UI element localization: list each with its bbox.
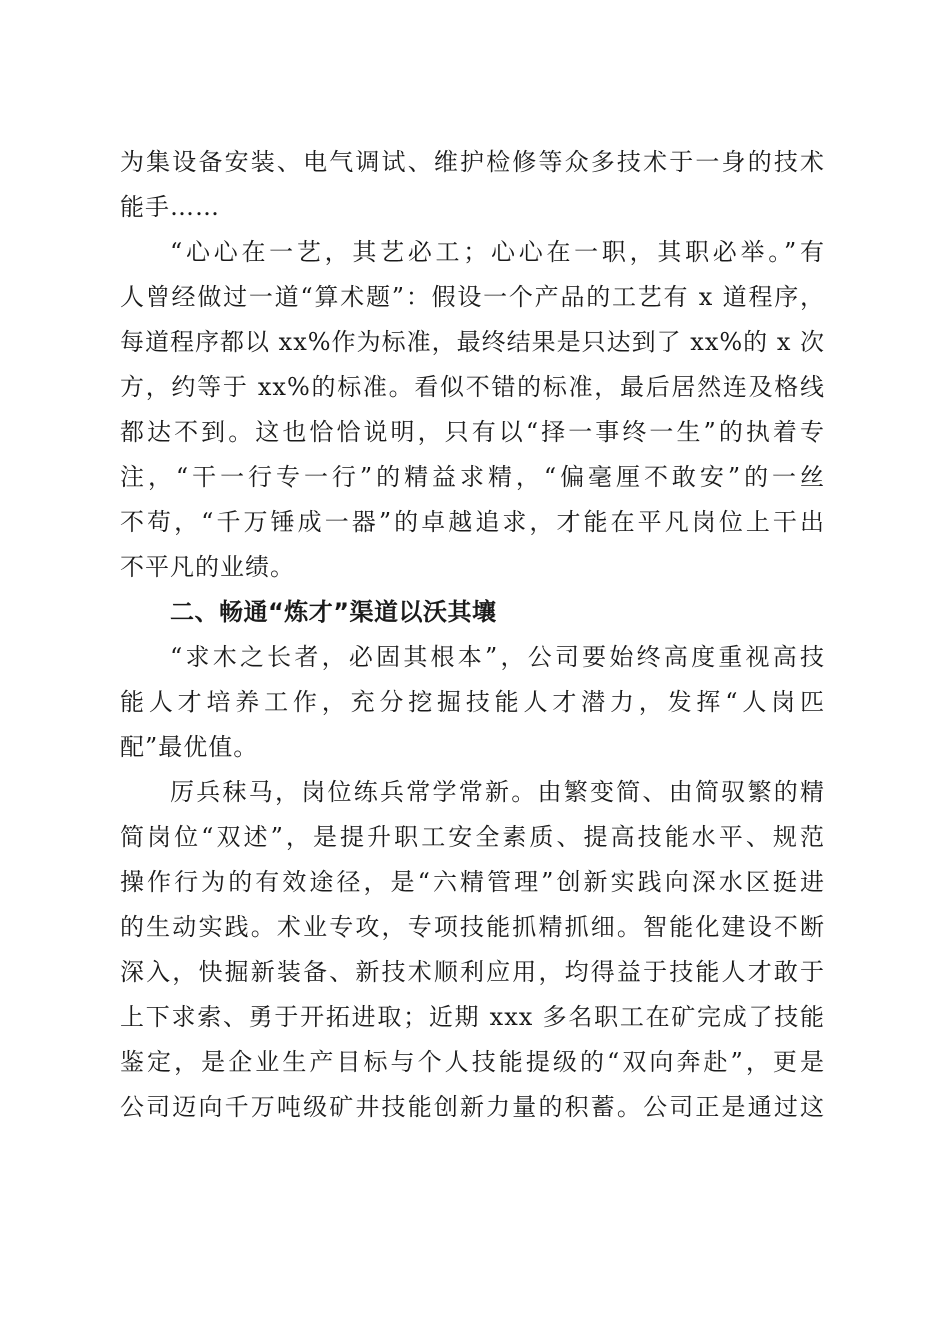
text-line: 人曾经做过一道“算术题”：假设一个产品的工艺有 x 道程序， xyxy=(120,283,825,311)
text-line: 公司迈向千万吨级矿井技能创新力量的积蓄。公司正是通过这 xyxy=(120,1093,825,1121)
text-line: 能人才培养工作，充分挖掘技能人才潜力，发挥“人岗匹 xyxy=(120,688,825,716)
text-line: 操作行为的有效途径，是“六精管理”创新实践向深水区挺进 xyxy=(120,868,825,896)
document-body xyxy=(120,140,825,1130)
text-line: 配”最优值。 xyxy=(120,733,259,761)
text-line: 每道程序都以 xx%作为标准，最终结果是只达到了 xx%的 x 次 xyxy=(120,328,825,356)
text-line: 深入，快掘新装备、新技术顺利应用，均得益于技能人才敢于 xyxy=(120,958,825,986)
text-line: 方，约等于 xx%的标准。看似不错的标准，最后居然连及格线 xyxy=(120,373,825,401)
paragraph-craftsmanship xyxy=(120,230,825,590)
paragraph-continuation xyxy=(120,140,825,230)
text-line: 为集设备安装、电气调试、维护检修等众多技术于一身的技术 xyxy=(120,148,825,176)
text-line: 不平凡的业绩。 xyxy=(120,553,295,581)
text-line: 不苟，“千万锤成一器”的卓越追求，才能在平凡岗位上干出 xyxy=(120,508,825,536)
text-line: 上下求索、勇于开拓进取；近期 xxx 多名职工在矿完成了技能 xyxy=(120,1003,825,1031)
paragraph-talent-cultivation xyxy=(120,635,825,770)
text-line: 厉兵秣马，岗位练兵常学常新。由繁变简、由简驭繁的精 xyxy=(170,778,825,806)
section-heading: 二、畅通“炼才”渠道以沃其壤 xyxy=(170,598,497,626)
text-line: 鉴定，是企业生产目标与个人技能提级的“双向奔赴”，更是 xyxy=(120,1048,825,1076)
text-line: 注，“干一行专一行”的精益求精，“偏毫厘不敢安”的一丝 xyxy=(120,463,825,491)
text-line: 能手…… xyxy=(120,193,220,221)
text-line: 简岗位“双述”，是提升职工安全素质、提高技能水平、规范 xyxy=(120,823,825,851)
text-line: 都达不到。这也恰恰说明，只有以“择一事终一生”的执着专 xyxy=(120,418,825,446)
text-line: “求木之长者，必固其根本”，公司要始终高度重视高技 xyxy=(170,643,825,671)
paragraph-skills-training xyxy=(120,770,825,1130)
text-line: 的生动实践。术业专攻，专项技能抓精抓细。智能化建设不断 xyxy=(120,913,825,941)
text-line: “心心在一艺，其艺必工；心心在一职，其职必举。”有 xyxy=(170,238,825,266)
